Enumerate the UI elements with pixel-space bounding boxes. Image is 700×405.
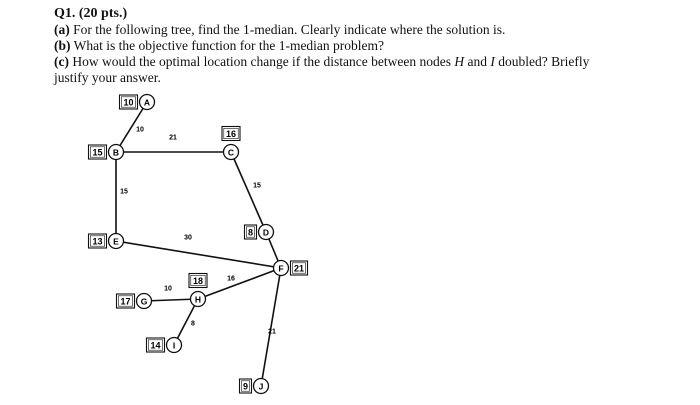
node-label-j: J <box>258 381 264 392</box>
node-label-a: A <box>143 97 151 108</box>
node-weight-c: 16 <box>225 129 237 139</box>
edge-h-f <box>198 268 281 299</box>
node-h <box>189 274 207 307</box>
node-weight-d: 8 <box>247 227 254 238</box>
edge-length-h-f: 16 <box>227 275 235 283</box>
node-weight-i: 14 <box>150 340 161 351</box>
edge-length-a-b: 10 <box>136 126 144 134</box>
question-part-c-continued: justify your answer. <box>54 70 161 85</box>
edge-length-e-f: 30 <box>184 234 192 242</box>
node-label-i: I <box>172 340 176 351</box>
node-label-f: F <box>278 263 284 274</box>
edge-length-c-d: 15 <box>253 182 261 190</box>
node-i <box>147 338 182 353</box>
edge-length-f-j: 21 <box>268 328 276 336</box>
edge-e-f <box>116 241 281 268</box>
edge-length-g-h: 10 <box>164 285 172 293</box>
question-title: Q1. (20 pts.) <box>54 6 128 21</box>
node-label-c: C <box>227 147 235 158</box>
edge-length-b-e: 15 <box>120 188 128 196</box>
node-c <box>222 127 240 160</box>
node-label-e: E <box>113 236 119 247</box>
edge-length-h-i: 8 <box>191 320 195 328</box>
node-label-d: D <box>262 227 270 238</box>
node-g <box>117 294 152 309</box>
node-f <box>274 261 308 276</box>
node-j <box>240 379 269 394</box>
node-b <box>89 145 124 160</box>
node-e <box>89 234 124 249</box>
node-d <box>245 225 274 240</box>
edge-c-d <box>231 152 266 232</box>
node-weight-a: 10 <box>123 97 134 108</box>
node-label-b: B <box>112 147 120 158</box>
node-weight-g: 17 <box>120 296 131 307</box>
node-weight-h: 18 <box>192 276 204 286</box>
node-weight-b: 15 <box>92 147 103 158</box>
question-part-a: (a) For the following tree, find the 1-median. Clearly indicate where the solution is. <box>54 22 506 37</box>
edge-length-b-c: 21 <box>169 134 177 142</box>
tree-edges <box>116 102 284 386</box>
question-part-b: (b) What is the objective function for the 1-median problem? <box>54 38 385 53</box>
node-a <box>120 95 155 110</box>
edge-f-j <box>261 268 281 386</box>
question-part-c: (c) How would the optimal location change if the distance between nodes H and I doubled? Briefly <box>54 54 590 69</box>
node-weight-f: 21 <box>293 263 305 274</box>
node-weight-j: 9 <box>242 381 249 392</box>
node-label-h: H <box>194 294 202 305</box>
node-label-g: G <box>140 296 148 307</box>
tree-nodes <box>89 95 308 394</box>
node-weight-e: 13 <box>92 236 103 247</box>
